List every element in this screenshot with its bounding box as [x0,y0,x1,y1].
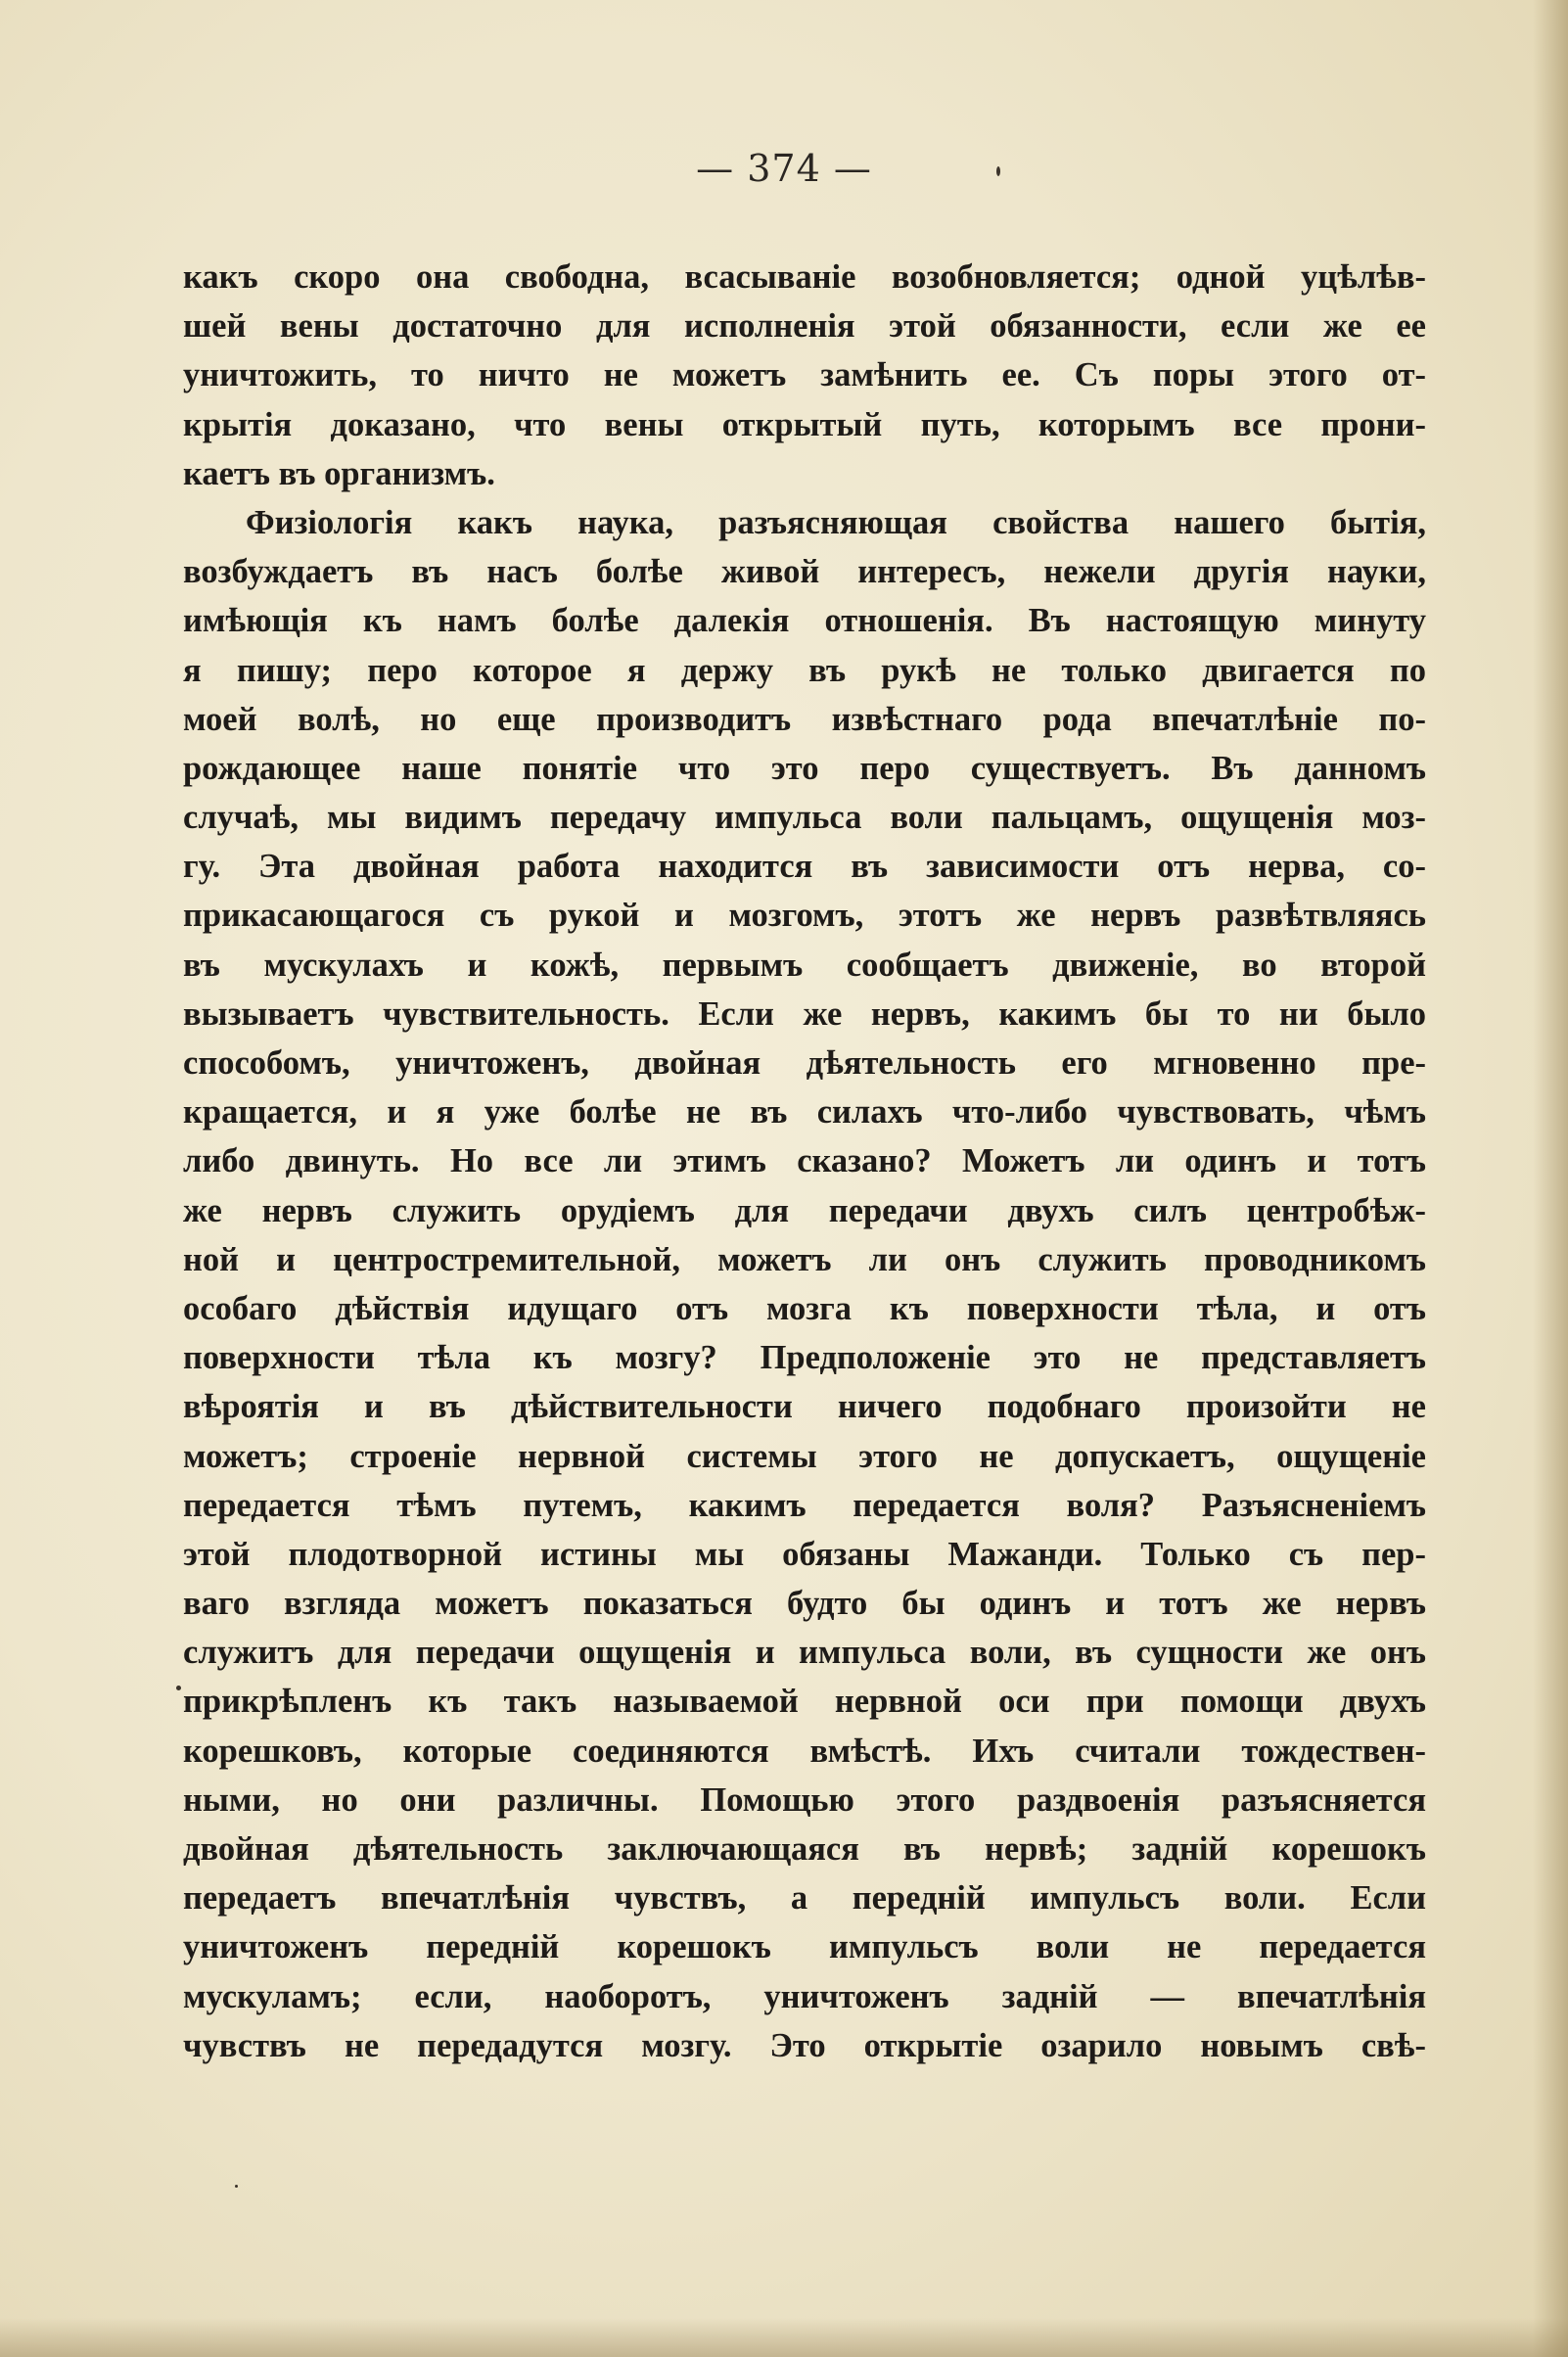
text-line: уничтожить, то ничто не можетъ замѣнить ее. Съ поры этого от- [183,356,1426,394]
ink-speck [996,166,1000,176]
text-line: гу. Эта двойная работа находится въ зависимости отъ нерва, со- [183,848,1426,886]
text-line: прикрѣпленъ къ такъ называемой нервной оси при помощи двухъ [183,1683,1426,1721]
text-line: случаѣ, мы видимъ передачу импульса воли пальцамъ, ощущенія моз- [183,799,1426,837]
text-line: корешковъ, которые соединяются вмѣстѣ. Ихъ считали тождествен- [183,1732,1426,1770]
text-line: крытія доказано, что вены открытый путь, которымъ все прони- [183,405,1426,443]
text-line: особаго дѣйствія идущаго отъ мозга къ поверхности тѣла, и отъ [183,1289,1426,1327]
text-line: уничтоженъ передній корешокъ импульсъ воли не передается [183,1928,1426,1966]
text-line: ваго взгляда можетъ показаться будто бы одинъ и тотъ же нервъ [183,1585,1426,1623]
text-line: чувствъ не передадутся мозгу. Это открытіе озарило новымъ свѣ- [183,2026,1426,2064]
text-line: каетъ въ организмъ. [183,454,495,492]
text-line: кращается, и я уже болѣе не въ силахъ что-либо чувствовать, чѣмъ [183,1093,1426,1132]
text-line: вызываетъ чувствительность. Если же нервъ, какимъ бы то ни было [183,994,1426,1033]
text-line: служитъ для передачи ощущенія и импульса воли, въ сущности же онъ [183,1634,1426,1672]
page-number: — 374 — [696,147,872,190]
text-line: можетъ; строеніе нервной системы этого не допускаетъ, ощущеніе [183,1437,1426,1475]
text-line: въ мускулахъ и кожѣ, первымъ сообщаетъ движеніе, во второй [183,946,1426,984]
text-line: передается тѣмъ путемъ, какимъ передается воля? Разъясненіемъ [183,1486,1426,1524]
body-text [183,253,1426,2070]
text-line: двойная дѣятельность заключающаяся въ нервѣ; задній корешокъ [183,1830,1426,1868]
text-line: Физіологія какъ наука, разъясняющая свойства нашего бытія, [246,503,1426,541]
page-edge-shadow [1533,0,1568,2357]
text-line: имѣющія къ намъ болѣе далекія отношенія. Въ настоящую минуту [183,602,1426,640]
text-line: передаетъ впечатлѣнія чувствъ, а передній импульсъ воли. Если [183,1879,1426,1918]
ink-speck [235,2185,238,2188]
text-line: моей волѣ, но еще производитъ извѣстнаго рода впечатлѣніе по- [183,700,1426,738]
text-line: рождающее наше понятіе что это перо существуетъ. Въ данномъ [183,749,1426,787]
text-line: какъ скоро она свободна, всасываніе возобновляется; одной уцѣлѣв- [183,258,1426,296]
text-line: прикасающагося съ рукой и мозгомъ, этотъ же нервъ развѣтвляясь [183,897,1426,935]
text-line: возбуждаетъ въ насъ болѣе живой интересъ, нежели другія науки, [183,553,1426,591]
text-line: мускуламъ; если, наоборотъ, уничтоженъ задній — впечатлѣнія [183,1977,1426,2015]
text-line: этой плодотворной истины мы обязаны Мажанди. Только съ пер- [183,1535,1426,1573]
ink-speck [176,1686,181,1690]
text-line: вѣроятія и въ дѣйствительности ничего подобнаго произойти не [183,1388,1426,1426]
text-line: поверхности тѣла къ мозгу? Предположеніе это не представляетъ [183,1339,1426,1377]
text-line: шей вены достаточно для исполненія этой обязанности, если же ее [183,307,1426,346]
text-line: либо двинуть. Но все ли этимъ сказано? Можетъ ли одинъ и тотъ [183,1142,1426,1180]
page-bottom-shadow [0,2318,1568,2357]
text-line: ной и центростремительной, можетъ ли онъ служить проводникомъ [183,1240,1426,1278]
text-line: способомъ, уничтоженъ, двойная дѣятельность его мгновенно пре- [183,1044,1426,1082]
text-line: ными, но они различны. Помощью этого раздвоенія разъясняется [183,1780,1426,1819]
text-line: я пишу; перо которое я держу въ рукѣ не только двигается по [183,651,1426,689]
text-line: же нервъ служить орудіемъ для передачи двухъ силъ центробѣж- [183,1191,1426,1229]
